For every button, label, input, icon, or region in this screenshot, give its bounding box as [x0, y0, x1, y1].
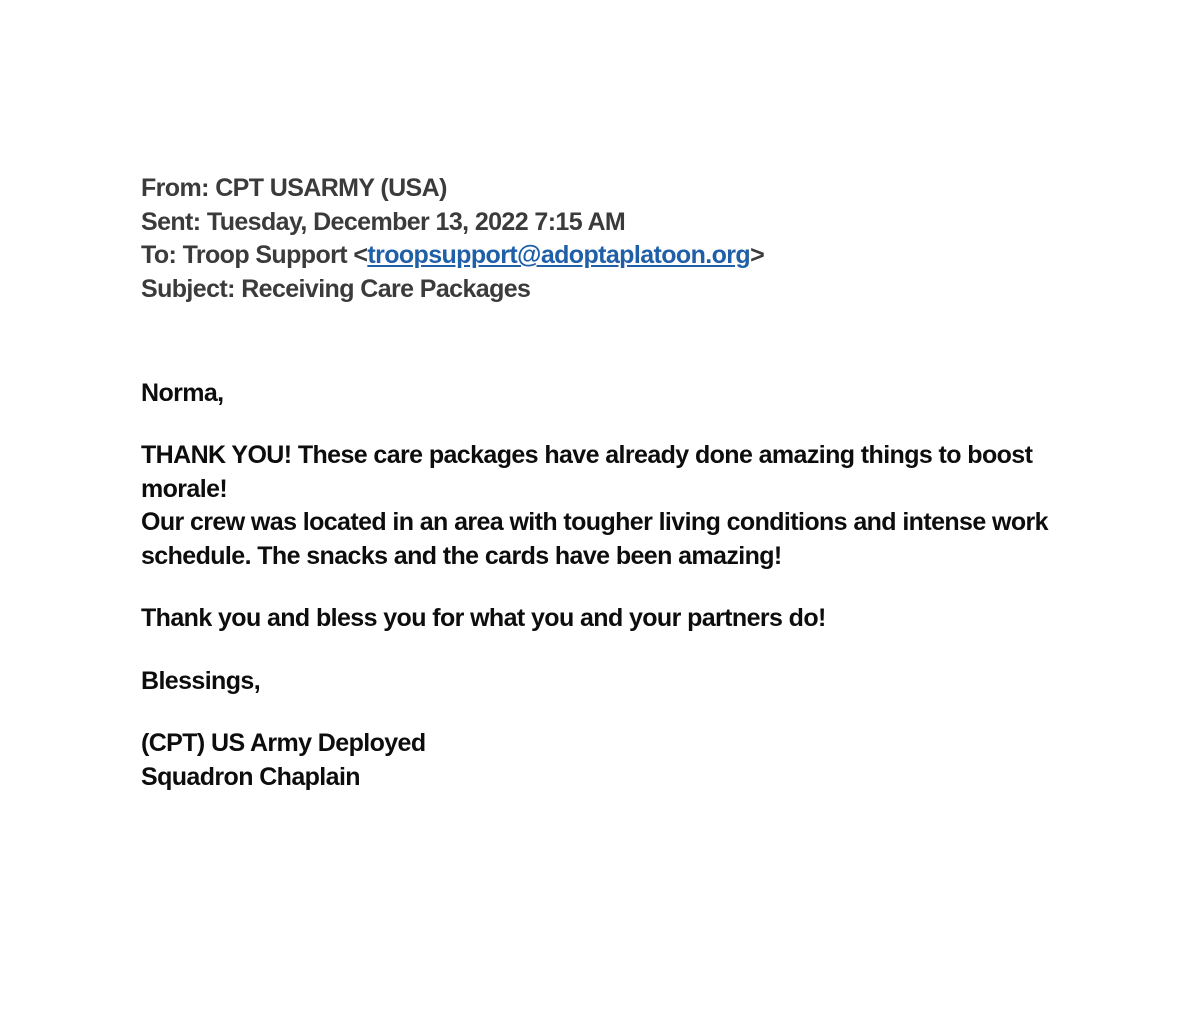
email-header — [141, 172, 1081, 307]
from-line — [141, 172, 1081, 206]
sent-label: Sent: — [141, 207, 201, 236]
sent-value: Tuesday, December 13, 2022 7:15 AM — [206, 207, 626, 236]
closing: Blessings, — [141, 666, 261, 695]
body-paragraph-3: Thank you and bless you for what you and your partners do! — [141, 604, 826, 633]
signature-line-2: Squadron Chaplain — [141, 762, 360, 791]
subject-line — [141, 273, 1081, 307]
signature-line-1: (CPT) US Army Deployed — [141, 729, 426, 758]
email-open-bracket: < — [346, 241, 368, 270]
subject-value: Receiving Care Packages — [241, 275, 531, 304]
email-printout — [141, 172, 1081, 794]
body-paragraph-2: Our crew was located in an area with tougher living conditions and intense work schedule. The snacks and the cards have been amazing! — [141, 508, 1048, 570]
email-body — [141, 377, 1081, 795]
signature — [141, 727, 1081, 794]
subject-label: Subject: — [141, 275, 235, 304]
body-paragraph-1: THANK YOU! These care packages have already done amazing things to boost morale! — [141, 441, 1033, 503]
to-label: To: — [141, 241, 177, 270]
greeting: Norma, — [141, 378, 224, 407]
to-line — [141, 239, 1081, 273]
from-label: From: — [141, 174, 209, 202]
email-close-bracket: > — [750, 241, 765, 270]
to-name: Troop Support — [182, 241, 347, 270]
from-value: CPT USARMY (USA) — [215, 174, 447, 202]
recipient-email-link[interactable]: troopsupport@adoptaplatoon.org — [367, 241, 751, 270]
sent-line — [141, 206, 1081, 240]
